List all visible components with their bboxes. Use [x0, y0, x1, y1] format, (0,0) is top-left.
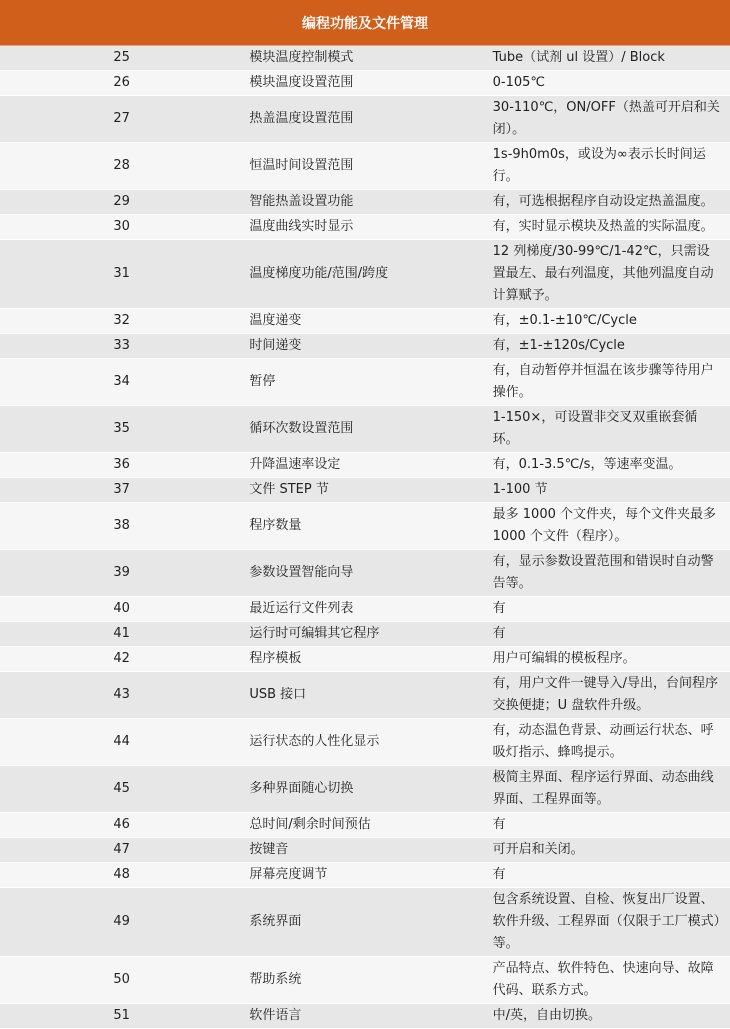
row-description: 产品特点、软件特色、快速向导、故障代码、联系方式。: [487, 957, 730, 1004]
row-number: 41: [0, 622, 243, 647]
table-row: [0, 453, 730, 478]
table-row: [0, 597, 730, 622]
table-header-row: [0, 0, 730, 46]
table-row: [0, 334, 730, 359]
table-row: [0, 215, 730, 240]
row-number: 49: [0, 888, 243, 957]
row-item: 温度递变: [243, 309, 486, 334]
table-row: [0, 240, 730, 309]
table-row: [0, 838, 730, 863]
row-number: 43: [0, 672, 243, 719]
row-description: 1s-9h0m0s，或设为∞表示长时间运行。: [487, 143, 730, 190]
table-row: [0, 503, 730, 550]
row-description: 1-150×，可设置非交叉双重嵌套循环。: [487, 406, 730, 453]
row-item: 暂停: [243, 359, 486, 406]
row-item: 时间递变: [243, 334, 486, 359]
row-number: 40: [0, 597, 243, 622]
row-description: 有: [487, 813, 730, 838]
table-row: [0, 46, 730, 71]
row-number: 36: [0, 453, 243, 478]
row-item: 帮助系统: [243, 957, 486, 1004]
row-item: 温度梯度功能/范围/跨度: [243, 240, 486, 309]
row-description: 有，实时显示模块及热盖的实际温度。: [487, 215, 730, 240]
row-number: 47: [0, 838, 243, 863]
row-description: 有，显示参数设置范围和错误时自动警告等。: [487, 550, 730, 597]
row-item: 运行状态的人性化显示: [243, 719, 486, 766]
table-row: [0, 647, 730, 672]
row-item: 参数设置智能向导: [243, 550, 486, 597]
row-item: 智能热盖设置功能: [243, 190, 486, 215]
row-description: 最多 1000 个文件夹，每个文件夹最多 1000 个文件（程序）。: [487, 503, 730, 550]
table-row: [0, 719, 730, 766]
row-description: 有，±0.1-±10℃/Cycle: [487, 309, 730, 334]
row-number: 35: [0, 406, 243, 453]
table-row: [0, 309, 730, 334]
table-row: [0, 96, 730, 143]
row-description: 有，±1-±120s/Cycle: [487, 334, 730, 359]
row-description: 有: [487, 863, 730, 888]
table-row: [0, 957, 730, 1004]
row-item: 最近运行文件列表: [243, 597, 486, 622]
table-title: 编程功能及文件管理: [0, 0, 730, 46]
row-item: 温度曲线实时显示: [243, 215, 486, 240]
row-number: 50: [0, 957, 243, 1004]
row-number: 34: [0, 359, 243, 406]
row-description: Tube（试剂 ul 设置）/ Block: [487, 46, 730, 71]
row-description: 0-105℃: [487, 71, 730, 96]
row-item: 循环次数设置范围: [243, 406, 486, 453]
row-number: 45: [0, 766, 243, 813]
row-description: 有，可选根据程序自动设定热盖温度。: [487, 190, 730, 215]
row-number: 37: [0, 478, 243, 503]
row-number: 42: [0, 647, 243, 672]
table-row: [0, 672, 730, 719]
row-number: 29: [0, 190, 243, 215]
table-row: [0, 813, 730, 838]
row-item: 软件语言: [243, 1004, 486, 1029]
row-description: 有，动态温色背景、动画运行状态、呼吸灯指示、蜂鸣提示。: [487, 719, 730, 766]
row-item: 程序模板: [243, 647, 486, 672]
row-item: 运行时可编辑其它程序: [243, 622, 486, 647]
table-row: [0, 359, 730, 406]
row-item: 总时间/剩余时间预估: [243, 813, 486, 838]
table-row: [0, 550, 730, 597]
row-description: 有，自动暂停并恒温在该步骤等待用户操作。: [487, 359, 730, 406]
row-description: 1-100 节: [487, 478, 730, 503]
row-number: 39: [0, 550, 243, 597]
table-row: [0, 478, 730, 503]
table-row: [0, 622, 730, 647]
row-description: 中/英，自由切换。: [487, 1004, 730, 1029]
row-number: 44: [0, 719, 243, 766]
row-number: 32: [0, 309, 243, 334]
row-item: 热盖温度设置范围: [243, 96, 486, 143]
table-row: [0, 766, 730, 813]
row-description: 用户可编辑的模板程序。: [487, 647, 730, 672]
row-description: 有，0.1-3.5℃/s，等速率变温。: [487, 453, 730, 478]
row-item: 文件 STEP 节: [243, 478, 486, 503]
row-number: 25: [0, 46, 243, 71]
table-row: [0, 863, 730, 888]
row-description: 30-110℃，ON/OFF（热盖可开启和关闭）。: [487, 96, 730, 143]
table-row: [0, 190, 730, 215]
row-number: 28: [0, 143, 243, 190]
row-number: 26: [0, 71, 243, 96]
row-description: 12 列梯度/30-99℃/1-42℃，只需设置最左、最右列温度，其他列温度自动计算赋予。: [487, 240, 730, 309]
row-number: 46: [0, 813, 243, 838]
row-item: 恒温时间设置范围: [243, 143, 486, 190]
table-row: [0, 71, 730, 96]
table-row: [0, 888, 730, 957]
row-item: 程序数量: [243, 503, 486, 550]
row-item: 升降温速率设定: [243, 453, 486, 478]
row-number: 33: [0, 334, 243, 359]
row-item: 多种界面随心切换: [243, 766, 486, 813]
row-number: 27: [0, 96, 243, 143]
row-description: 可开启和关闭。: [487, 838, 730, 863]
row-description: 有: [487, 622, 730, 647]
row-description: 极简主界面、程序运行界面、动态曲线界面、工程界面等。: [487, 766, 730, 813]
row-number: 48: [0, 863, 243, 888]
row-number: 31: [0, 240, 243, 309]
row-number: 38: [0, 503, 243, 550]
row-item: 按键音: [243, 838, 486, 863]
row-number: 30: [0, 215, 243, 240]
row-description: 包含系统设置、自检、恢复出厂设置、软件升级、工程界面（仅限于工厂模式）等。: [487, 888, 730, 957]
table-row: [0, 406, 730, 453]
row-item: 模块温度控制模式: [243, 46, 486, 71]
row-item: 模块温度设置范围: [243, 71, 486, 96]
row-description: 有，用户文件一键导入/导出，台间程序交换便捷；U 盘软件升级。: [487, 672, 730, 719]
table-row: [0, 1004, 730, 1029]
table-row: [0, 143, 730, 190]
row-item: 系统界面: [243, 888, 486, 957]
row-number: 51: [0, 1004, 243, 1029]
row-description: 有: [487, 597, 730, 622]
row-item: 屏幕亮度调节: [243, 863, 486, 888]
row-item: USB 接口: [243, 672, 486, 719]
